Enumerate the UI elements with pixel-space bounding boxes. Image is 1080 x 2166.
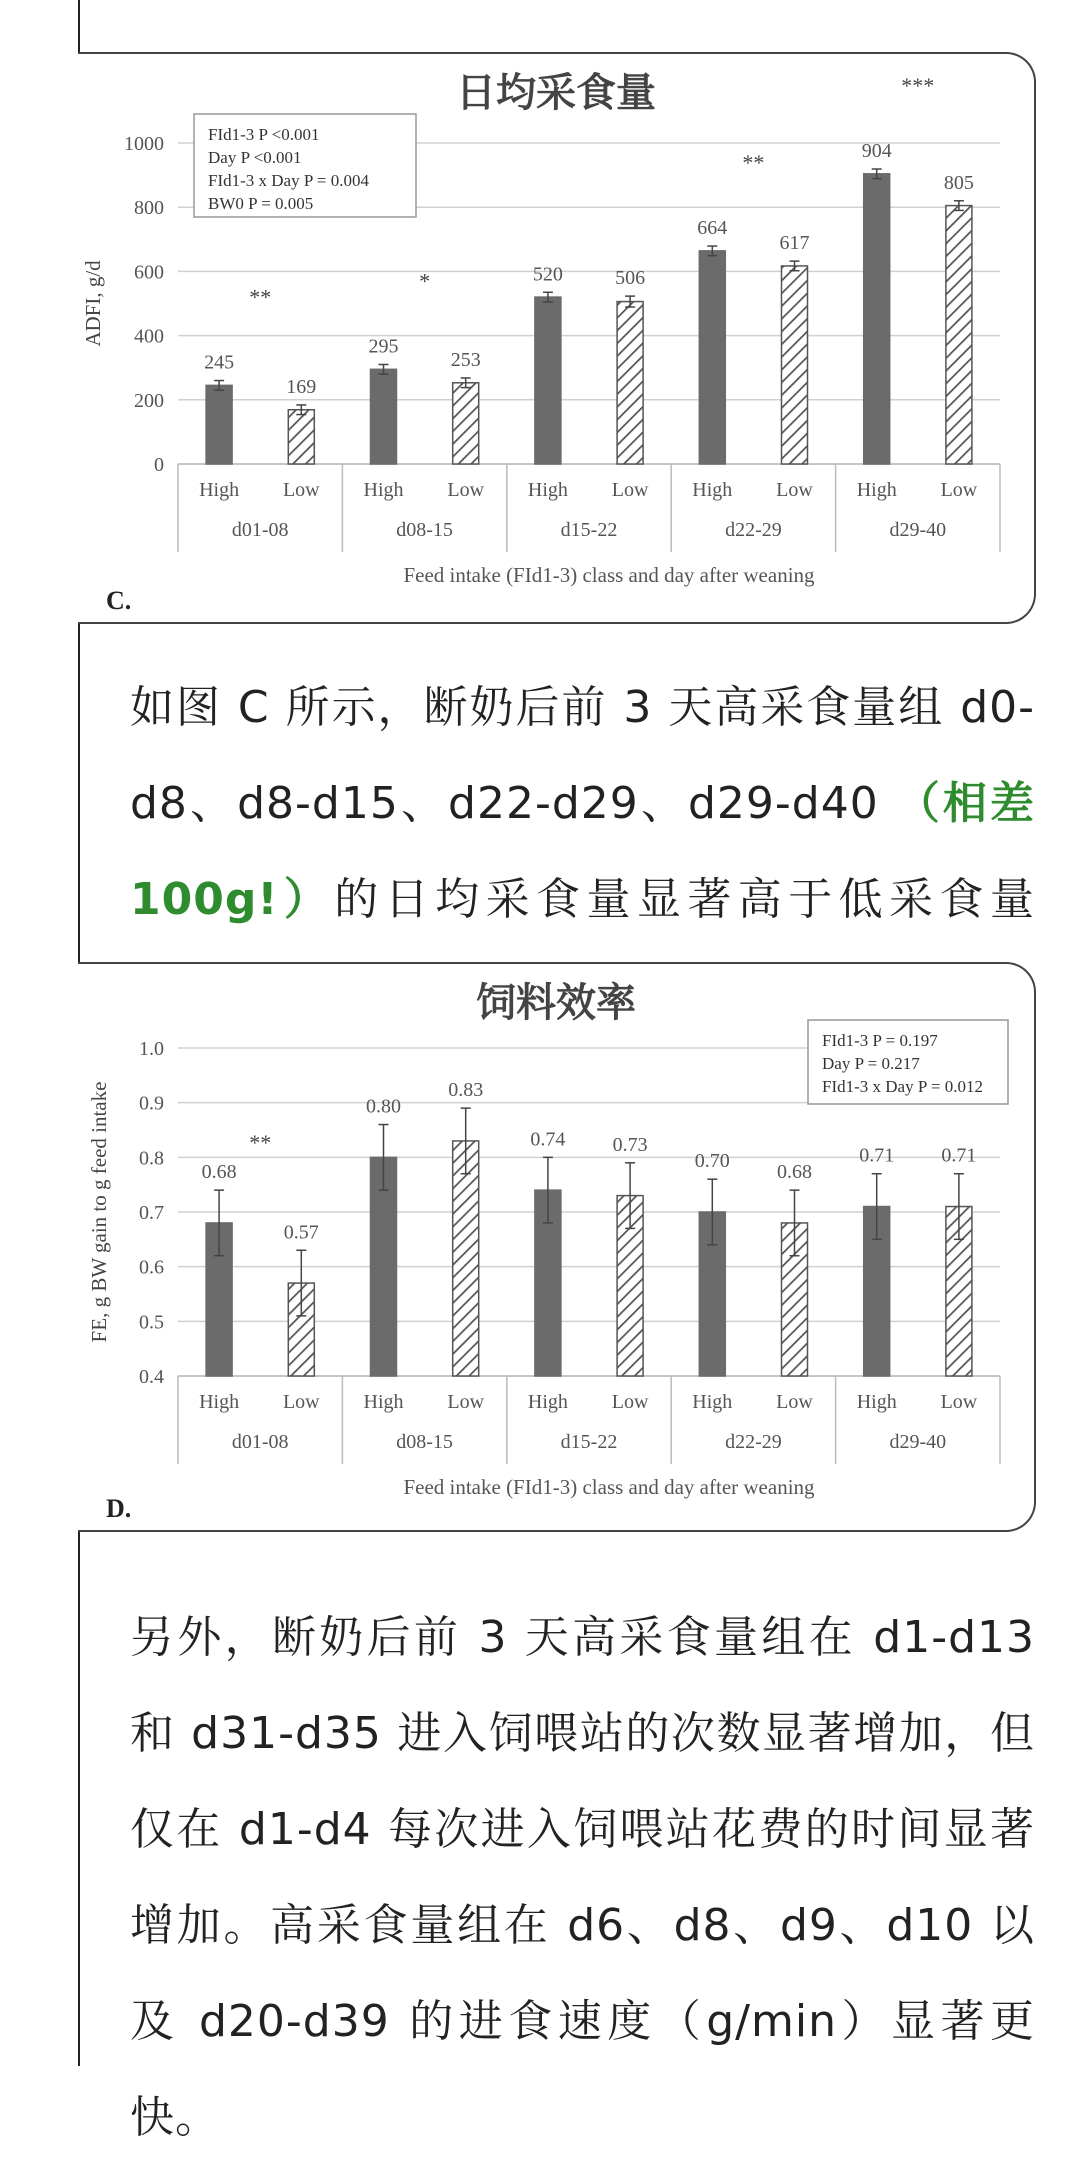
class-label: Low (447, 479, 485, 501)
paragraph-c-text: 如图 C 所示，断奶后前 3 天高采食量组 d0-d8、d8-d15、d22-d29、d29-d40 (130, 682, 1035, 829)
y-tick-label: 0 (154, 454, 164, 476)
significance-mark: ** (249, 284, 272, 310)
y-tick-label: 400 (134, 325, 164, 348)
class-label: Low (611, 479, 649, 501)
data-label: 506 (615, 267, 646, 290)
data-label: 0.70 (694, 1150, 730, 1173)
panel-label: C. (106, 586, 132, 615)
chart-card-c (78, 52, 1036, 624)
data-label: 0.83 (448, 1079, 484, 1102)
chart-title: 日均采食量 (456, 70, 656, 116)
group-label: d15-22 (560, 1431, 618, 1453)
stats-line: BW0 P = 0.005 (208, 194, 314, 213)
stats-line: FId1-3 x Day P = 0.012 (822, 1077, 984, 1096)
y-tick-label: 0.6 (139, 1256, 164, 1279)
bar-low (946, 206, 972, 464)
class-label: Low (611, 1391, 649, 1413)
y-tick-label: 0.4 (139, 1366, 164, 1388)
y-tick-label: 1000 (124, 133, 164, 155)
paragraph-d-text: 另外，断奶后前 3 天高采食量组在 d1-d13 和 d31-d35 进入饲喂站的次数显著增加，但仅在 d1-d4 每次进入饲喂站花费的时间显著增加。高采食量组在 d6、d8、d9、d10 以及 d20-d39 的进食速度（g/min）显著更快。 (130, 1612, 1035, 2143)
chart-card-d (78, 962, 1036, 1532)
y-tick-label: 0.5 (139, 1311, 164, 1334)
stats-line: FId1-3 x Day P = 0.004 (208, 171, 370, 190)
bar-low (288, 410, 314, 464)
y-tick-label: 0.9 (139, 1092, 164, 1115)
data-label: 904 (861, 140, 892, 163)
group-label: d08-15 (396, 1431, 453, 1453)
y-axis-label: ADFI, g/d (81, 260, 105, 347)
bar-low (617, 302, 643, 464)
fe-chart (78, 964, 1034, 1530)
data-label: 617 (779, 232, 810, 255)
class-label: Low (940, 1391, 978, 1413)
group-label: d15-22 (560, 519, 618, 541)
bar-high (864, 174, 890, 464)
significance-mark: ** (742, 150, 765, 176)
class-label: Low (940, 479, 978, 501)
class-label: High (199, 479, 240, 501)
stats-line: FId1-3 P = 0.197 (822, 1031, 938, 1050)
data-label: 0.80 (366, 1095, 401, 1118)
bar-high (699, 251, 725, 464)
group-label: d29-40 (889, 1431, 947, 1453)
y-axis-label: FE, g BW gain to g feed intake (87, 1081, 111, 1343)
data-label: 805 (943, 171, 974, 194)
chart-title: 饲料效率 (476, 980, 636, 1026)
y-tick-label: 0.7 (139, 1202, 164, 1224)
class-label: Low (282, 1391, 320, 1413)
data-label: 295 (368, 335, 399, 358)
data-label: 520 (532, 263, 563, 286)
data-label: 253 (450, 348, 481, 371)
paragraph-c-text-end: 的日均采食量显著高于低采食量 (334, 874, 1035, 925)
bar-high (371, 369, 397, 464)
stats-line: Day P = 0.217 (822, 1054, 920, 1073)
paragraph-c-highlight: （相差 100g!） (130, 778, 1036, 925)
data-label: 0.57 (283, 1221, 319, 1244)
bar-high (206, 385, 232, 464)
data-label: 0.73 (612, 1133, 648, 1156)
bar-high (535, 297, 561, 464)
class-label: Low (776, 479, 813, 501)
group-label: d22-29 (725, 1431, 782, 1453)
class-label: High (527, 1391, 568, 1413)
data-label: 0.71 (941, 1144, 977, 1167)
group-label: d01-08 (231, 1431, 289, 1453)
data-label: 0.68 (201, 1161, 237, 1184)
x-axis-label: Feed intake (FId1-3) class and day after weaning (403, 563, 815, 587)
class-label: High (199, 1391, 240, 1413)
bar-low (453, 1141, 479, 1376)
bar-low (782, 266, 808, 464)
class-label: High (363, 479, 404, 501)
data-label: 664 (697, 217, 728, 240)
class-label: High (692, 479, 733, 501)
data-label: 0.68 (777, 1161, 812, 1184)
class-label: Low (447, 1391, 485, 1413)
significance-mark: ** (249, 1130, 272, 1156)
data-label: 0.74 (530, 1128, 566, 1151)
stats-line: Day P <0.001 (208, 148, 302, 167)
class-label: Low (282, 479, 320, 501)
class-label: High (363, 1391, 404, 1413)
y-tick-label: 200 (134, 389, 164, 412)
group-label: d29-40 (889, 519, 947, 541)
stats-line: FId1-3 P <0.001 (208, 125, 320, 144)
panel-label: D. (106, 1494, 132, 1523)
data-label: 169 (286, 375, 317, 398)
y-tick-label: 800 (134, 197, 164, 220)
y-tick-label: 0.8 (139, 1147, 164, 1170)
class-label: High (527, 479, 568, 501)
group-label: d08-15 (396, 519, 453, 541)
significance-mark: *** (901, 73, 935, 99)
y-tick-label: 600 (134, 261, 164, 284)
class-label: High (856, 479, 897, 501)
class-label: High (856, 1391, 897, 1413)
group-label: d01-08 (231, 519, 289, 541)
group-label: d22-29 (725, 519, 782, 541)
paragraph-d (130, 1590, 1035, 2166)
adfi-chart (78, 54, 1034, 622)
x-axis-label: Feed intake (FId1-3) class and day after weaning (403, 1475, 815, 1499)
significance-mark: * (419, 268, 431, 294)
class-label: High (692, 1391, 733, 1413)
bar-low (453, 383, 479, 464)
data-label: 245 (204, 351, 235, 374)
data-label: 0.71 (859, 1144, 895, 1167)
class-label: Low (776, 1391, 813, 1413)
y-tick-label: 1.0 (139, 1038, 164, 1060)
